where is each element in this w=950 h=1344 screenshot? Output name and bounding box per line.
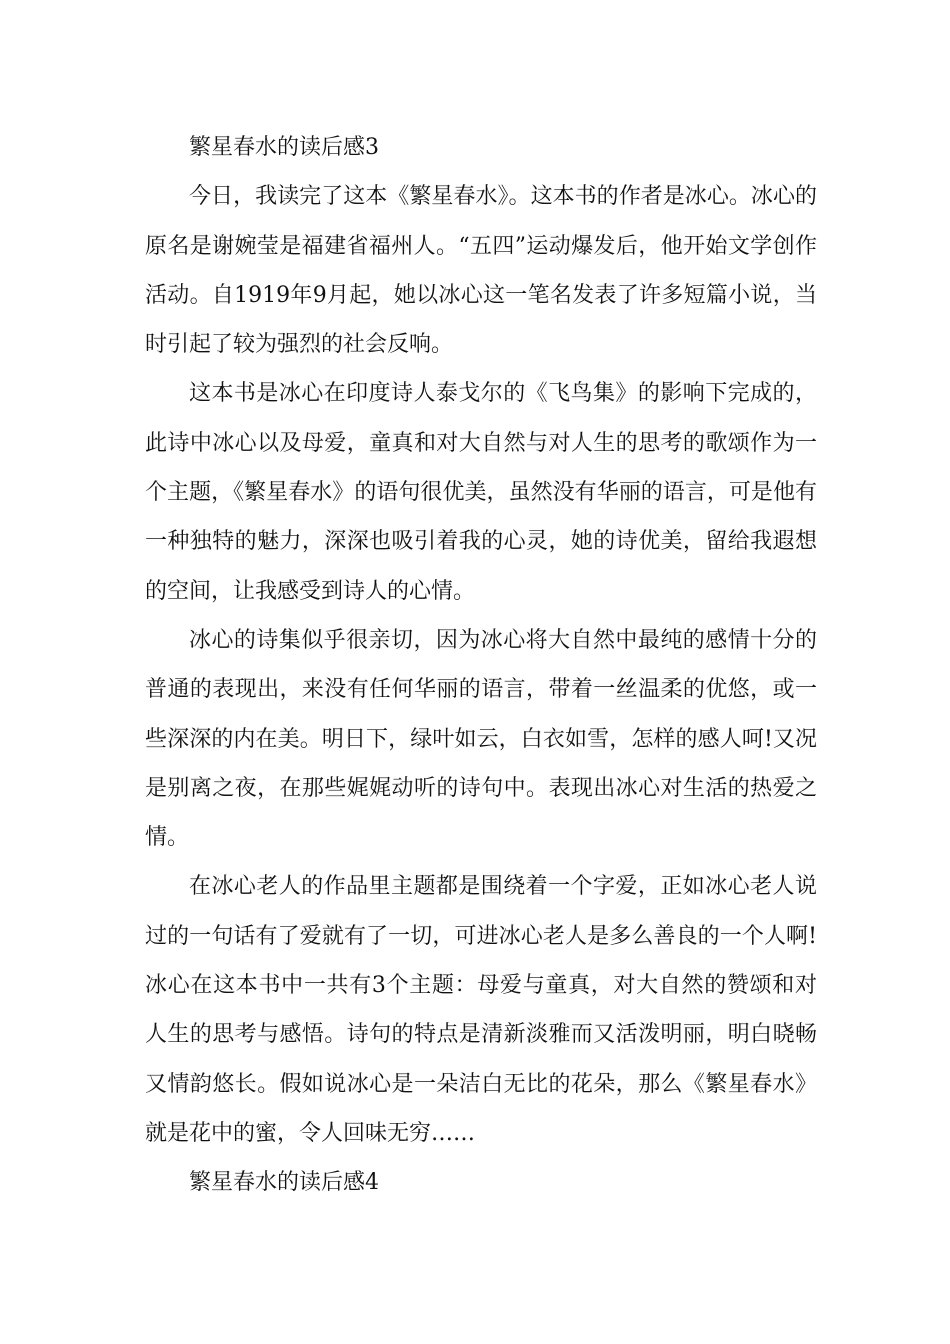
document-page (145, 123, 817, 1208)
section-heading-4: 繁星春水的读后感4 (189, 1170, 379, 1196)
paragraph-2: 这本书是冰心在印度诗人泰戈尔的《飞鸟集》的影响下完成的，此诗中冰心以及母爱，童真和对大自然与对人生的思考的歌颂作为一个主题，《繁星春水》的语句很优美，虽然没有华丽的语言，可是他有一种独特的魅力，深深也吸引着我的心灵，她的诗优美，留给我遐想的空间，让我感受到诗人的心情。 (145, 381, 817, 604)
paragraph-3: 冰心的诗集似乎很亲切，因为冰心将大自然中最纯的感情十分的普通的表现出，来没有任何华丽的语言，带着一丝温柔的优悠，或一些深深的内在美。明日下，绿叶如云，白衣如雪，怎样的感人呵!又况是别离之夜，在那些娓娓动听的诗句中。表现出冰心对生活的热爱之情。 (145, 627, 817, 851)
section-heading-3: 繁星春水的读后感3 (189, 135, 379, 160)
paragraph-1: 今日，我读完了这本《繁星春水》。这本书的作者是冰心。冰心的原名是谢婉莹是福建省福州人。“五四”运动爆发后，他开始文学创作活动。自1919年9月起，她以冰心这一笔名发表了许多短篇小说，当时引起了较为强烈的社会反响。 (145, 184, 817, 358)
paragraph-4: 在冰心老人的作品里主题都是围绕着一个字爱，正如冰心老人说过的一句话有了爱就有了一切，可进冰心老人是多么善良的一个人啊!冰心在这本书中一共有3个主题：母爱与童真，对大自然的赞颂和对人生的思考与感悟。诗句的特点是清新淡雅而又活泼明丽，明白晓畅又情韵悠长。假如说冰心是一朵洁白无比的花朵，那么《繁星春水》就是花中的蜜，令人回味无穷…… (145, 874, 817, 1146)
